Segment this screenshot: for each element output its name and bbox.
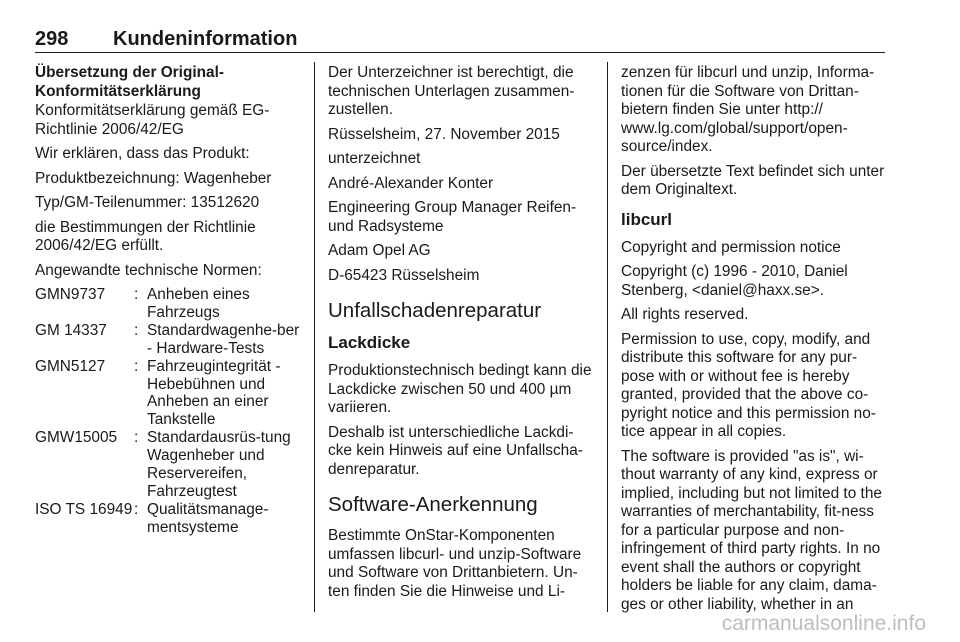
header-divider: [35, 52, 885, 53]
paragraph: Angewandte technische Normen:: [35, 261, 262, 279]
norm-description: Anheben eines Fahrzeugs: [147, 286, 250, 321]
norm-description: Standardwagenhe-ber - Hardware-Tests: [147, 321, 300, 357]
column-divider-2: [607, 62, 608, 612]
column-1: [35, 64, 301, 537]
paragraph: Konformitätserklärung gemäß EG-Richtlinie 2006/42/EG: [35, 102, 270, 138]
page-number: 298: [35, 28, 69, 50]
norm-row: [35, 286, 301, 322]
paragraph: zenzen für libcurl und unzip, Informa-tionen für die Software von Drittan-bietern finden Sie unter http:// www.lg.com/global/support/open-source/index.: [621, 64, 875, 155]
norm-description: Fahrzeugintegrität - Hebebühnen und Anheben an einer Tankstelle: [147, 357, 281, 429]
paragraph: Bestimmte OnStar-Komponenten umfassen libcurl- und unzip-Software und Software von Drittanbietern. Un-ten finden Sie die Hinweise und Li-: [328, 527, 582, 600]
watermark: carmanualsonline.info: [721, 612, 926, 635]
paragraph: D-65423 Rüsselsheim: [328, 266, 480, 284]
column-divider-1: [314, 62, 315, 612]
paragraph: Produktbezeichnung: Wagenheber: [35, 169, 272, 187]
paragraph: All rights reserved.: [621, 306, 749, 323]
norm-description: Qualitätsmanage-mentsysteme: [147, 500, 269, 536]
paragraph: Copyright (c) 1996 - 2010, Daniel Stenberg, <daniel@haxx.se>.: [621, 263, 848, 299]
subsection-heading-lackdicke: Lackdicke: [328, 333, 411, 352]
norm-description: Standardausrüs-tung Wagenheber und Reservereifen, Fahrzeugtest: [147, 429, 291, 500]
paragraph: Rüsselsheim, 27. November 2015: [328, 125, 560, 143]
paragraph: Engineering Group Manager Reifen- und Radsysteme: [328, 199, 577, 235]
norm-code: GMN9737: [35, 286, 106, 303]
paragraph: Copyright and permission notice: [621, 238, 841, 256]
paragraph: Permission to use, copy, modify, and distribute this software for any pur-pose with or without fee is hereby granted, provided that the above co-pyright notice and this permission no-tice appear in all copies.: [621, 330, 876, 440]
paragraph: Wir erklären, dass das Produkt:: [35, 145, 250, 162]
norm-row: [35, 501, 301, 537]
norm-separator: :: [134, 500, 139, 518]
paragraph: Deshalb ist unterschiedliche Lackdi-cke kein Hinweis auf eine Unfallscha-denreparatur.: [328, 423, 583, 478]
paragraph: die Bestimmungen der Richtlinie 2006/42/EG erfüllt.: [35, 218, 256, 254]
norms-table: [35, 286, 301, 537]
page-header: [35, 28, 885, 50]
paragraph: Der übersetzte Text befindet sich unter dem Originaltext.: [621, 162, 885, 198]
paragraph: Produktionstechnisch bedingt kann die Lackdicke zwischen 50 und 400 µm variieren.: [328, 362, 592, 416]
section-heading-unfallschaden: Unfallschadenreparatur: [328, 299, 542, 322]
norm-separator: :: [134, 429, 139, 447]
norm-separator: :: [134, 286, 139, 303]
subsection-heading-libcurl: libcurl: [621, 209, 673, 229]
norm-code: ISO TS 16949: [35, 500, 133, 518]
column-3: [621, 64, 887, 620]
paragraph: unterzeichnet: [328, 150, 421, 167]
paragraph: André-Alexander Konter: [328, 174, 494, 192]
norm-row: [35, 429, 301, 501]
section-heading-software: Software-Anerkennung: [328, 493, 538, 516]
paragraph: Typ/GM-Teilenummer: 13512620: [35, 194, 260, 211]
norm-row: [35, 322, 301, 358]
paragraph: Adam Opel AG: [328, 242, 431, 259]
paragraph: The software is provided "as is", wi-thout warranty of any kind, express or implied, including but not limited to the warranties of merchantability, fit-ness for a particular purpose and non-infringement of third party rights. In no event shall the authors or copyright holders be liable for any claim, dama-ges or other liability, whether in an: [621, 447, 882, 613]
column-2: [328, 64, 594, 607]
norm-code: GM 14337: [35, 321, 107, 339]
page-title: Kundeninformation: [113, 28, 298, 50]
norm-row: [35, 358, 301, 430]
norm-separator: :: [134, 357, 139, 375]
norm-code: GMN5127: [35, 357, 106, 375]
norm-code: GMW15005: [35, 429, 118, 447]
norm-separator: :: [134, 321, 139, 339]
paragraph: Der Unterzeichner ist berechtigt, die technischen Unterlagen zusammen-zustellen.: [328, 64, 575, 118]
section-heading-konformitaet: Übersetzung der Original-Konformitätserklärung: [35, 64, 224, 100]
